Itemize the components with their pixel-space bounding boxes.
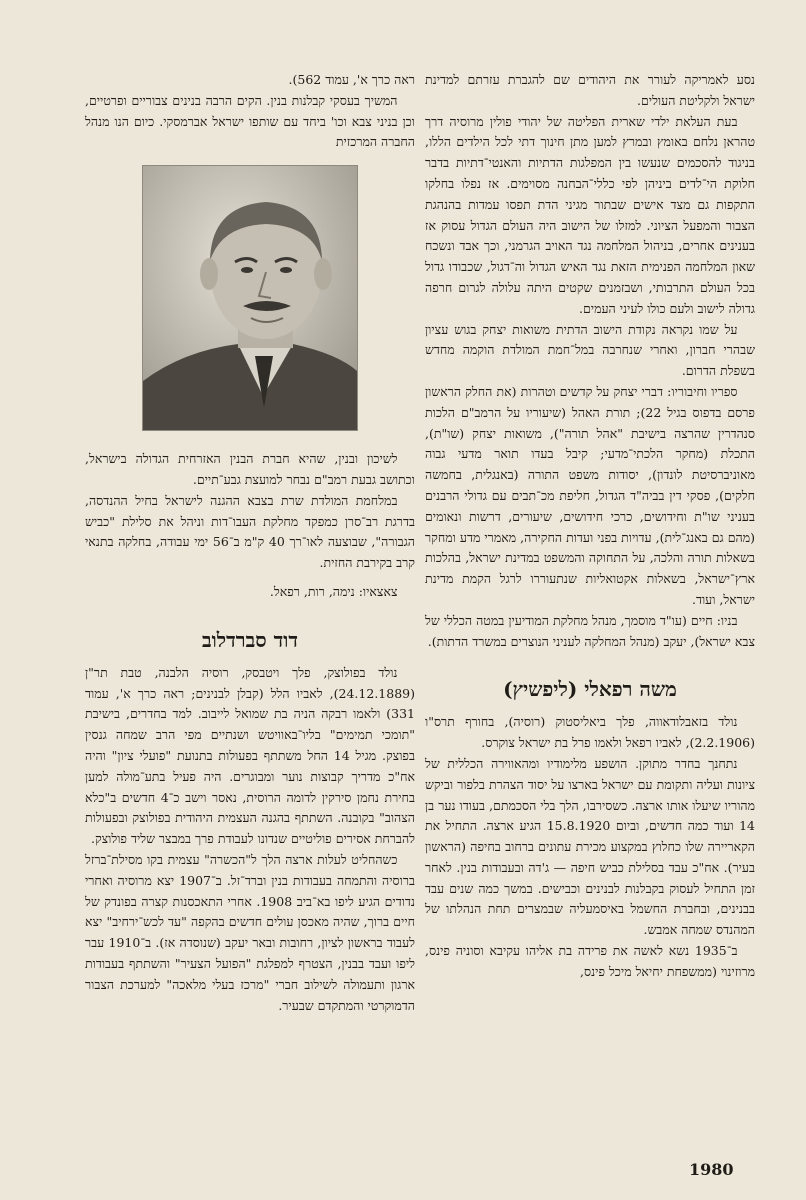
paragraph: נולד בזאבלודאווה, פלך ביאליסטוק (רוסיה), בחורף תרס"ו (2.2.1906), לאביו רפאל ולאמו פרל בת ישראל צוקרס.: [425, 714, 755, 751]
portrait-photo: [142, 165, 358, 431]
portrait-photo-icon: [143, 166, 357, 430]
paragraph: נולד בפולוצק, פלך ויטבסק, רוסיה הלבנה, טבת תר"ן (24.12.1889), לאביו הלל (קבלן לבנינים; ראה כרך א', עמוד 331) ולאמו רבקה הניה בת שמואל לייבוב. למד בחדרים, בישיבת "תומכי תמימים" בליו־באוויטש ושנתיים מפי הרב שמחה גנסין בפוצק. מגיל 14 החל משתתף בפעולות בתנועת "פועלי ציון" והיה אח"כ מדריך קבוצות נוער ומבוגרים. היה פעיל בתע־מולה למען בחירת נחמן סירקין לדומה הרוסית, נאסר וישב כ־4 חדשים ב"כלא הצהוב" בקובנה. השתתף בהגנה העצמית היהודית בפולוצק ובפעולות להברחת אסירים פוליטיים שנדונו לעבודת פרך במבצר שליד פולוצק.: [85, 664, 415, 847]
biography-heading: דוד סברדלוב: [202, 627, 298, 652]
paragraph: נסע לאמריקה לעורר את היהודים שם להגברת עזרתם למדינת ישראל ולקליטת העולים.: [425, 72, 755, 108]
paragraph: צאצאיו: נימה, רות, רפאל.: [269, 583, 398, 599]
page-number: 1980: [689, 1160, 734, 1179]
paragraph: לשיכון ובנין, שהיא חברת הבנין האזרחית הגדולה בישראל, וכתושב גבעת רמב"ם נבחר למועצת גבע־תיים.: [85, 451, 415, 487]
paragraph: על שמו נקראה נקודת הישוב הדתית משואות יצחק בגוש עציון שבהרי חברון, ואחרי שנחרבה במל־חמת המולדת הוקמה מחדש בשפלת הדרום.: [425, 321, 755, 379]
paragraph: ספריו וחיבוריו: דברי יצחק על קדשים וטהרות (את החלק הראשון פרסם בדפוס בגיל 22); תורת האהל (שיעוריו על הרמב"ם הלכות סנהדרין שהרצה בישיבת "אהל תורה"), משואות יצחק (שו"ת), התכלת (מחקר הלכתי־מדעי; קיבל בעדו תואר מדעי גבוה מאוניברסיטת לונדון), יסודות משפט התורה (באנגלית, בחמשה חלקים), פסקי דין בביה"ד הגדול, חליפת מכ־תבים עם גדולי הרבנים בעניני שו"ת וחידושים, כרכי חידושים, שיעורים, דרשות ונאומים (מהם גם באנג־לית), עדויות בפני ועדות החקירה, מאמרי מדע ומחקר בשאלות תורה והלכה, על התחוקה והמשפט במדינת ישראל, בהלכות ארץ־ישראל, בשאלות אקטואליות שנתעוררו לרגל הקמת מדינת ישראל, ועוד.: [425, 383, 755, 607]
right-column: [425, 70, 755, 983]
paragraph: ראה כרך א', עמוד 562).: [288, 72, 415, 87]
biography-heading: משה רפאלי (ליפשיץ): [503, 677, 677, 702]
paragraph: המשיך בעסקי קבלנות בנין. הקים הרבה בנינים צבוריים ופרטיים, וכן בניני צבא וכו' ביחד עם שותפו ישראל אברמסקי. כיום הנו מנהל החברה המרכזית: [85, 92, 415, 150]
paragraph: במלחמת המולדת שרת בצבא ההגנה לישראל בחיל ההנדסה, בדרגת רב־סרן כמפקד מחלקת העבו־דות וניהל את סלילת "כביש הגבורה", שבוצעה לאו־רך 40 ק"מ ב־56 ימי עבודה, בחלקה בתנאי קרב בקירבת החזית.: [85, 492, 415, 571]
paragraph: נתחנך בחדר מתוקן. הושפע מלימודיו ומהאווירה הכללית של ציונות ועליה ותקומת עם ישראל בארצו על יסוד הצהרת בלפור וביקש מהוריו שיעלו אותו ארצה. כשסירבו, הלך בלי הסכמתם, בעודו נער בן 14 ועוד כמה חדשים, וביום 15.8.1920 הגיע ארצה. התחיל את הקאריירה שלו כחלוץ במקצוע מכירת עתונים ברחוב בחיפה (הראשון בעיר). אח"כ עבד בסלילת כביש חיפה — ג'דה ובעבודות בנין. לאחר זמן התחיל לעסוק בקבלנות לבנינים וכבישים. במשך כמה שנים עבד בבנינים, ובחברת החשמל באיסמעליה שבמצרים תחת הנהלתו של המהנדס שמחה אמבש.: [425, 755, 756, 938]
paragraph: כשהחליט לעלות ארצה הלך ל"הכשרה" עצמית בקו מסילת־ברזל ברוסיה והתמחה בעבודות בנין וברד־זל. ב־1907 יצא מרוסיה ואחרי נדודים הגיע ליפו בא־ביב 1908. אחרי התאכסנות קצרה בפונדק של חיים ברוך, שהיה מאכסן עולים חדשים בהקפה "עד לכש־ירחיב" יצא לעבוד בראשון לציון, רחובות ובאר יעקב (שנוסדה אז). ב־1910 עבר ליפו ועבד בבנין, הצטרף למפלגת "הפועל הצעיר" והשתתף בעבודות ארגון ותעמולה לשילוב חברי "מרכז בעלי מלאכה" למערכת הצבור הדמוקרטי והמתקדם שבעיר.: [85, 851, 415, 1013]
paragraph: בעת העלאת ילדי שארית הפליטה של יהודי פולין מרוסיה דרך טהראן נלחם באומץ ובמרץ למען מתן חינוך דתי לכל הילדים הללו, בניגוד להסכמים שנעשו בין המפלגות הדתיות והאנטי־דתיות בדבר חלוקת הי־לדים ביניהן לפי כללי־הבחנה מסוימים. אז נפלו בחלקו התקפות גם מצד אישים שבתור מגיני הדת תפסו עמדות בהנהגת הצבור והמפעל הציוני. למזלו של הישוב היה העולם הגדול עסוק אז בענינים אחרים, בניהול המלחמה נגד האויב הגרמני, וכך אבד ונשכח שאון המלחמה הפנימית הזאת נגד האיש הגדול וה־דגול, שכבודו גדול בכל העולם התרבותי, ושבזמנים שקטים היתה עלולה לגרום חרפה גדולה לישוב ולעם כולו לעיני העמים.: [425, 113, 755, 316]
paragraph: ב־1935 נשא לאשה את פרידה בת אליהו עקיבא וסוניה פינס, מרוזינוי (ממשפחת יחיאל מיכל פינס,: [425, 943, 755, 979]
left-column: [85, 70, 415, 1016]
paragraph: בניו: חיים (עו"ד מוסמך, מנהל מחלקת המודיעין במטה הכללי של צבא ישראל), יעקב (מנהל המחלקה לעניני הנוצרים במשרד הדתות).: [425, 612, 755, 649]
